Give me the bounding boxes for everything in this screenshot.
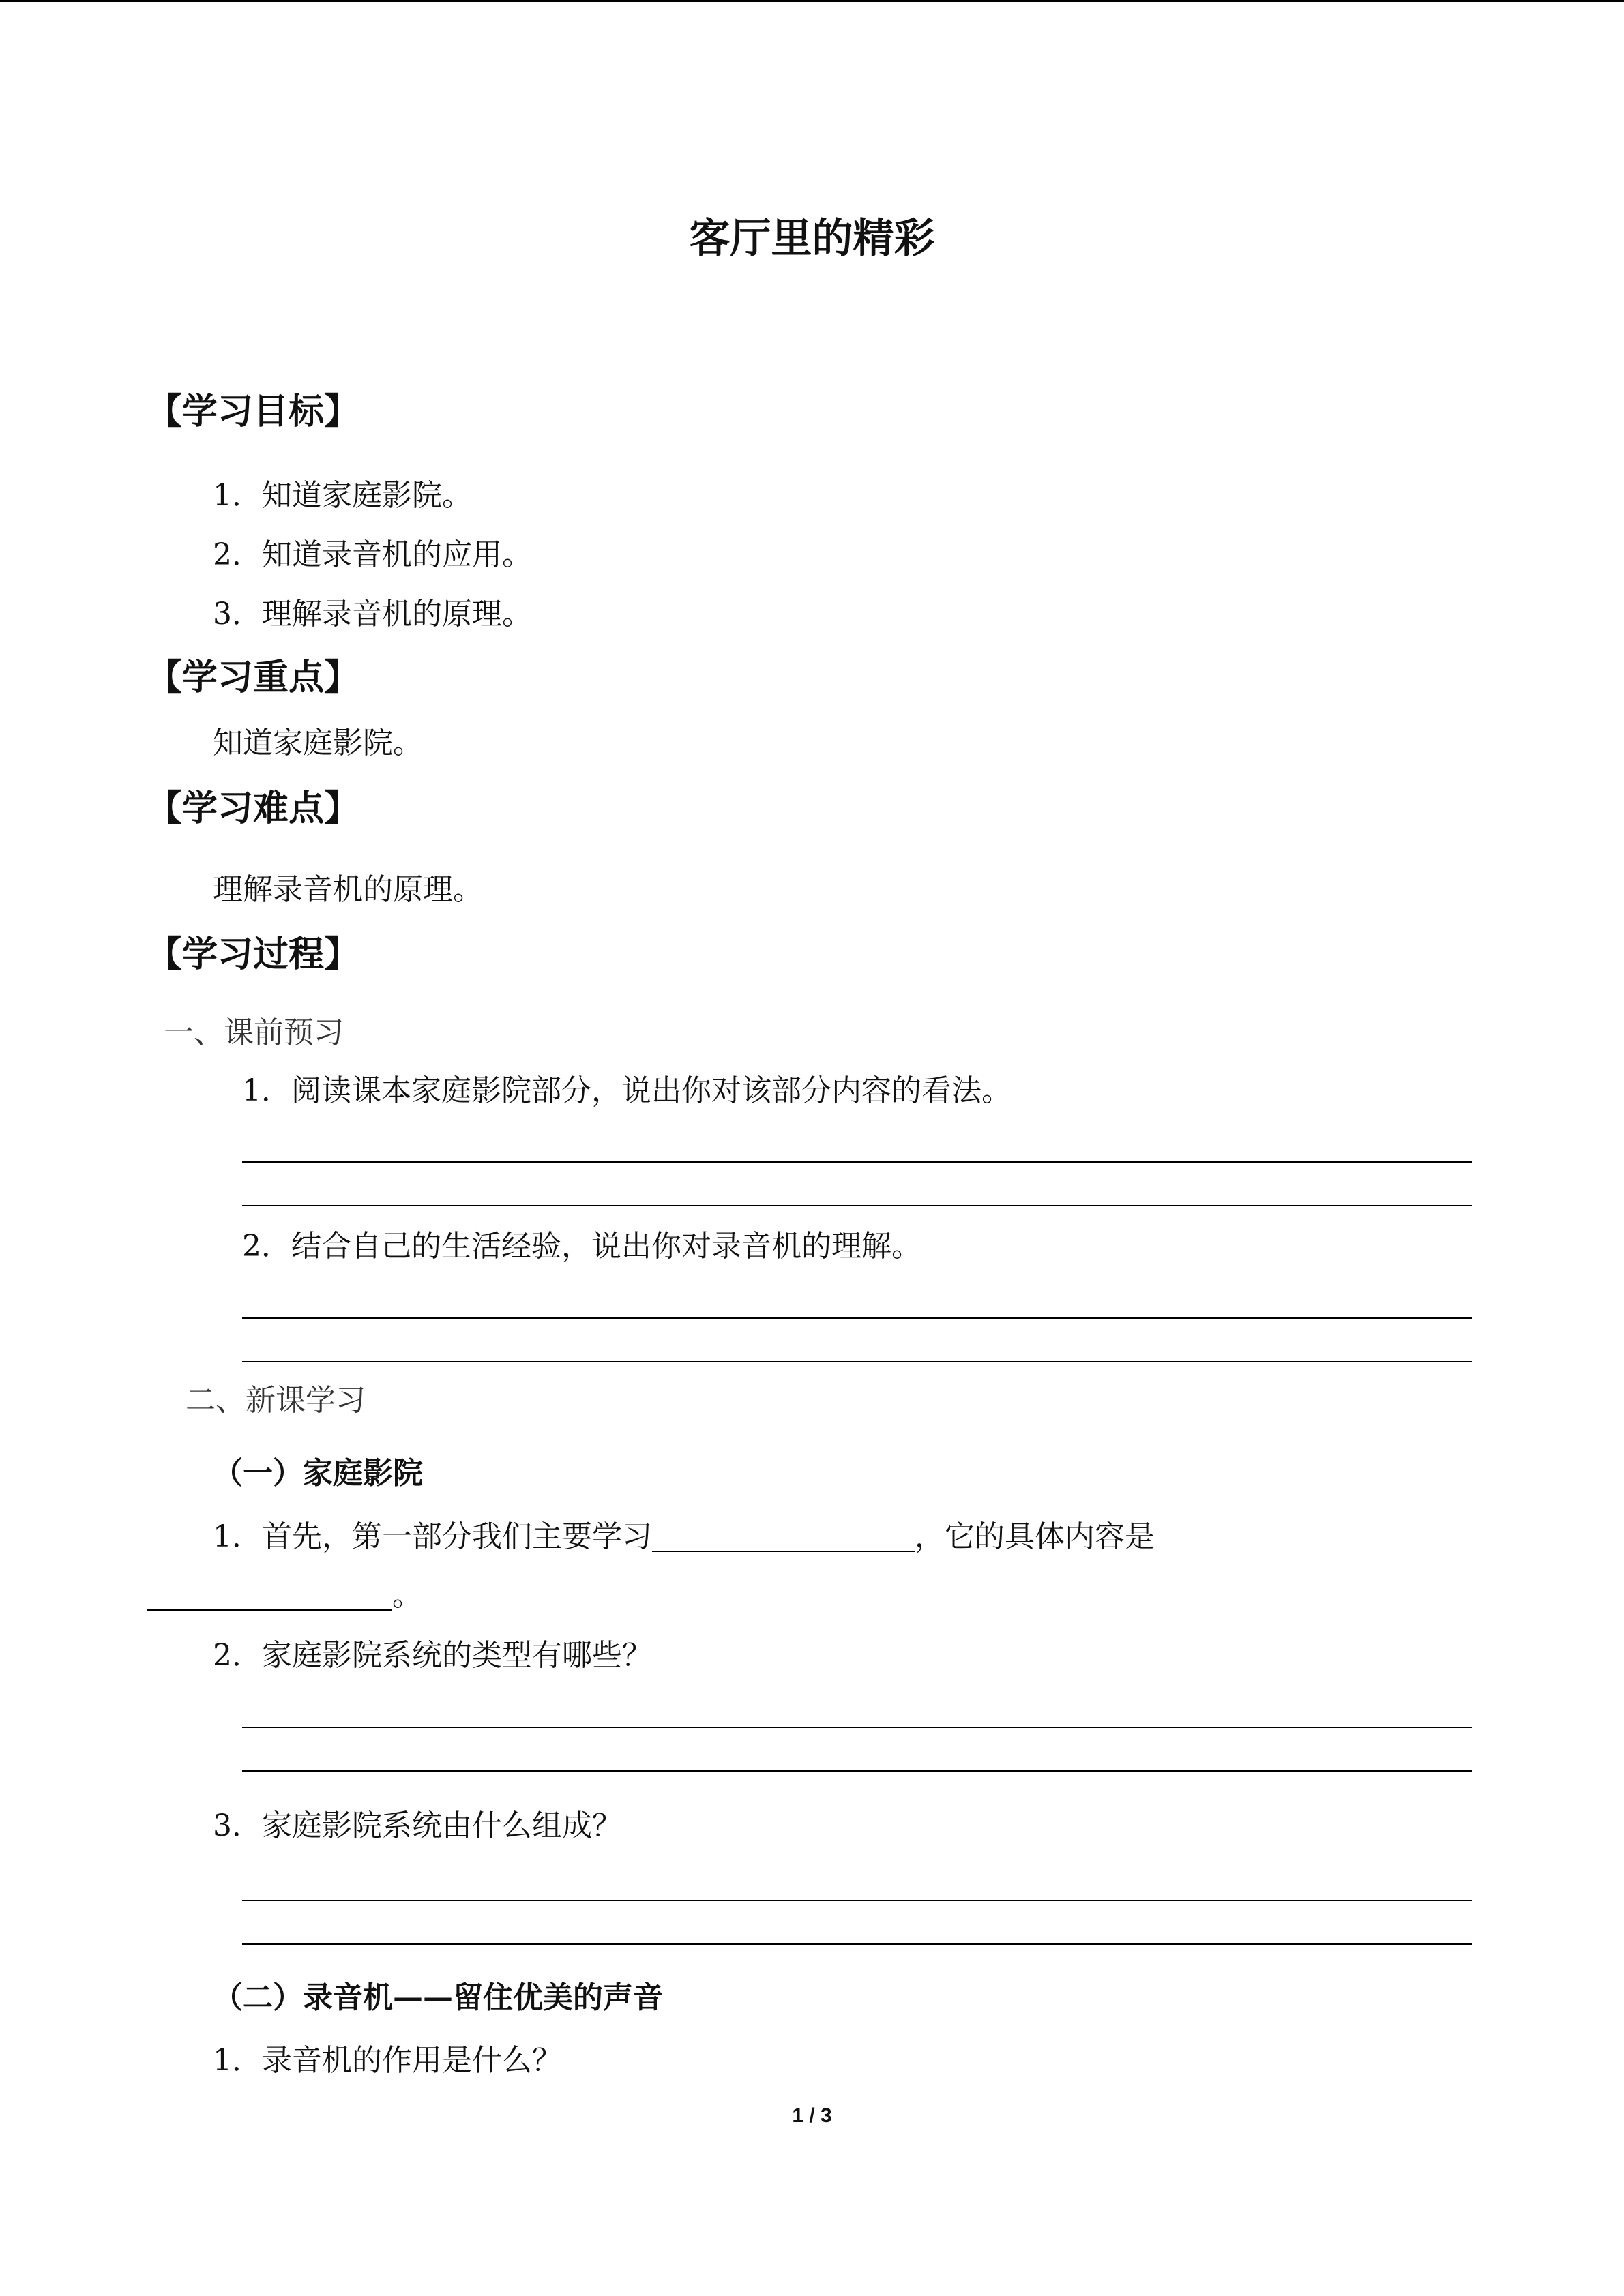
answer-line[interactable] xyxy=(242,1943,1472,1945)
key-points-text: 知道家庭影院。 xyxy=(213,726,423,760)
fill-in-blank[interactable] xyxy=(652,1521,915,1552)
answer-line[interactable] xyxy=(242,1161,1472,1163)
objective-item: 3．理解录音机的原理。 xyxy=(213,597,532,631)
recorder-heading: （二）录音机——留住优美的声音 xyxy=(213,1980,663,2015)
home-theater-question-3: 3．家庭影院系统由什么组成？ xyxy=(213,1808,622,1843)
new-lesson-heading: 二、新课学习 xyxy=(186,1383,366,1418)
difficulties-heading: 【学习难点】 xyxy=(147,788,360,829)
process-heading: 【学习过程】 xyxy=(147,934,360,975)
answer-line[interactable] xyxy=(242,1727,1472,1728)
answer-line[interactable] xyxy=(242,1770,1472,1772)
recorder-question-1: 1．录音机的作用是什么？ xyxy=(213,2043,562,2078)
home-theater-question-2: 2．家庭影院系统的类型有哪些？ xyxy=(213,1638,652,1673)
difficulties-text: 理解录音机的原理。 xyxy=(213,872,483,907)
home-theater-question-1-continued xyxy=(147,1579,422,1611)
question-1-part-a: 1．首先，第一部分我们主要学习 xyxy=(213,1519,652,1554)
objectives-heading: 【学习目标】 xyxy=(147,391,360,432)
key-points-heading: 【学习重点】 xyxy=(147,657,360,698)
question-1-part-b: ，它的具体内容是 xyxy=(915,1519,1155,1554)
answer-line[interactable] xyxy=(242,1205,1472,1206)
home-theater-heading: （一）家庭影院 xyxy=(213,1456,423,1491)
question-1-end: 。 xyxy=(392,1578,422,1613)
answer-line[interactable] xyxy=(242,1317,1472,1319)
preview-question-2: 2．结合自己的生活经验，说出你对录音机的理解。 xyxy=(242,1229,921,1264)
page-number: 1 / 3 xyxy=(792,2104,832,2127)
home-theater-question-1 xyxy=(213,1521,1155,1552)
preview-question-1: 1．阅读课本家庭影院部分，说出你对该部分内容的看法。 xyxy=(242,1073,1012,1108)
page-top-border xyxy=(0,0,1624,2)
objective-item: 2．知道录音机的应用。 xyxy=(213,537,532,572)
answer-line[interactable] xyxy=(242,1361,1472,1362)
answer-line[interactable] xyxy=(242,1900,1472,1901)
page-title: 客厅里的精彩 xyxy=(689,215,935,263)
objective-item: 1．知道家庭影院。 xyxy=(213,478,472,513)
preview-heading: 一、课前预习 xyxy=(164,1015,344,1050)
fill-in-blank[interactable] xyxy=(147,1579,392,1611)
